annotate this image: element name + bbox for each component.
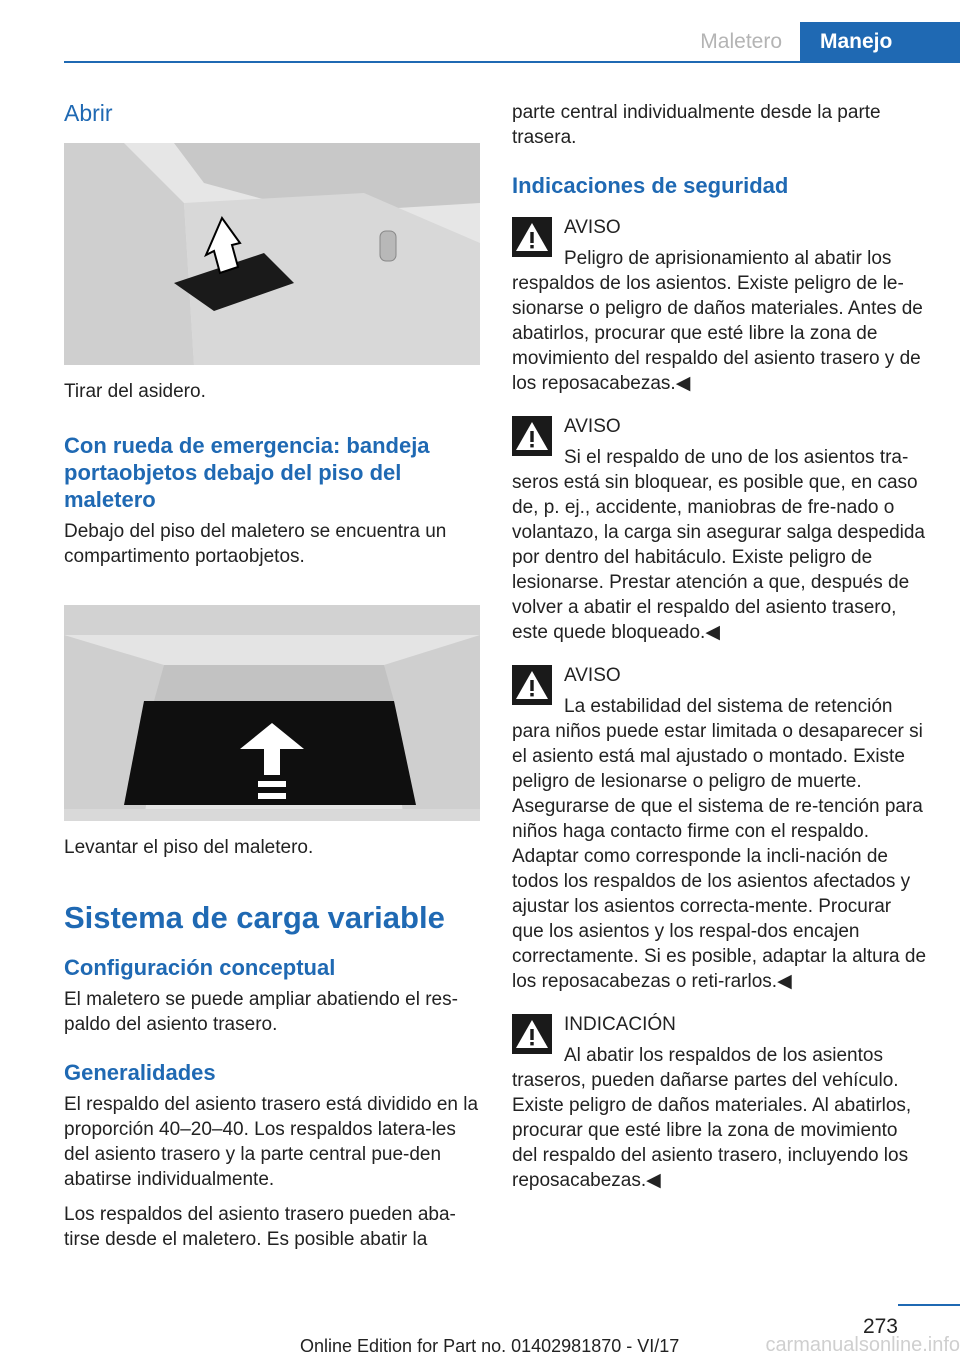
warning-icon: [512, 665, 552, 705]
generalidades-heading: Generalidades: [64, 1060, 216, 1085]
warning-block: [512, 663, 928, 994]
warning-icon: [512, 416, 552, 456]
warning-block: [512, 215, 928, 396]
warning-block: [512, 414, 928, 645]
note-text: Al abatir los respaldos de los asientos traseros, pueden dañarse partes del vehículo. Existe peligro de daños materiales. Al abatirlos, procurar que esté libre la zona de movimiento del respaldo del asiento trasero, incluyendo los reposacabezas.◀: [512, 1045, 912, 1191]
warning-icon: [512, 1014, 552, 1054]
rueda-text: Debajo del piso del maletero se encuentra un compartimento portaobjetos.: [64, 521, 447, 567]
right-column: [512, 100, 928, 1211]
page-header: [700, 22, 960, 62]
note-block: [512, 1012, 928, 1193]
online-edition-label: Online Edition for Part no. 01402981870 - VI/17: [300, 1336, 680, 1356]
warning-title: AVISO: [564, 217, 621, 238]
left-column: [64, 100, 480, 1262]
page-number: 273: [862, 1315, 898, 1338]
generalidades-text-1: El respaldo del asiento trasero está dividido en la proporción 40–20–40. Los respaldos latera-les del asiento trasero y la parte central pue-den abatirse individualmente.: [64, 1094, 479, 1190]
section-label: Maletero: [700, 30, 782, 53]
seguridad-heading: Indicaciones de seguridad: [512, 173, 789, 198]
warning-title: AVISO: [564, 665, 621, 686]
config-text: El maletero se puede ampliar abatiendo el res-paldo del asiento trasero.: [64, 989, 458, 1035]
chapter-tab: Manejo: [800, 22, 960, 62]
warning-text: Si el respaldo de uno de los asientos tra-seros está sin bloquear, es posible que, en caso de, p. ej., accidente, maniobras de fre-nado o volantazo, la carga sin asegurar salga despedida por dentro del habitáculo. Existe peligro de lesionarse. Prestar atención a que, después de volver a abatir el respaldo del asiento trasero, este quede bloqueado.◀: [512, 447, 925, 643]
warning-icon: [512, 217, 552, 257]
warning-title: AVISO: [564, 416, 621, 437]
caption-handle: Tirar del asidero.: [64, 381, 206, 402]
footer-rule: [898, 1304, 960, 1306]
watermark: carmanualsonline.info: [765, 1334, 960, 1356]
warning-text: Peligro de aprisionamiento al abatir los respaldos de los asientos. Existe peligro de le-sionarse o peligro de daños materiales. Antes de abatirlos, procurar que esté libre la zona de movimiento del respaldo del asiento trasero y de los reposacabezas.◀: [512, 248, 923, 394]
trunk-floor-illustration: [64, 605, 480, 821]
rueda-heading: Con rueda de emergencia: bandeja portaobjetos debajo del piso del maletero: [64, 433, 430, 512]
continuation-text: parte central individualmente desde la parte trasera.: [512, 102, 881, 148]
abrir-heading: Abrir: [64, 100, 113, 126]
trunk-handle-illustration: [64, 143, 480, 365]
caption-floor: Levantar el piso del maletero.: [64, 837, 314, 858]
warning-text: La estabilidad del sistema de retención para niños puede estar limitada o desaparecer si el asiento está mal ajustado o montado. Existe peligro de lesionarse o peligro de muerte. Asegurarse de que el sistema de re-tención para niños haga contacto firme con el respaldo. Adaptar como corresponde la incli-nación de todos los respaldos de los asientos afectados y ajustar los asientos correcta-mente. Procurar que los asientos y los respal-dos encajen correctamente. Si es posible, adaptar la altura de los reposacabezas o reti-rarlos.◀: [512, 696, 927, 992]
header-rule: [64, 61, 960, 63]
sistema-heading: Sistema de carga variable: [64, 900, 445, 935]
note-title: INDICACIÓN: [564, 1014, 676, 1035]
generalidades-text-2: Los respaldos del asiento trasero pueden aba-tirse desde el maletero. Es posible abatir la: [64, 1204, 456, 1250]
config-heading: Configuración conceptual: [64, 955, 336, 980]
